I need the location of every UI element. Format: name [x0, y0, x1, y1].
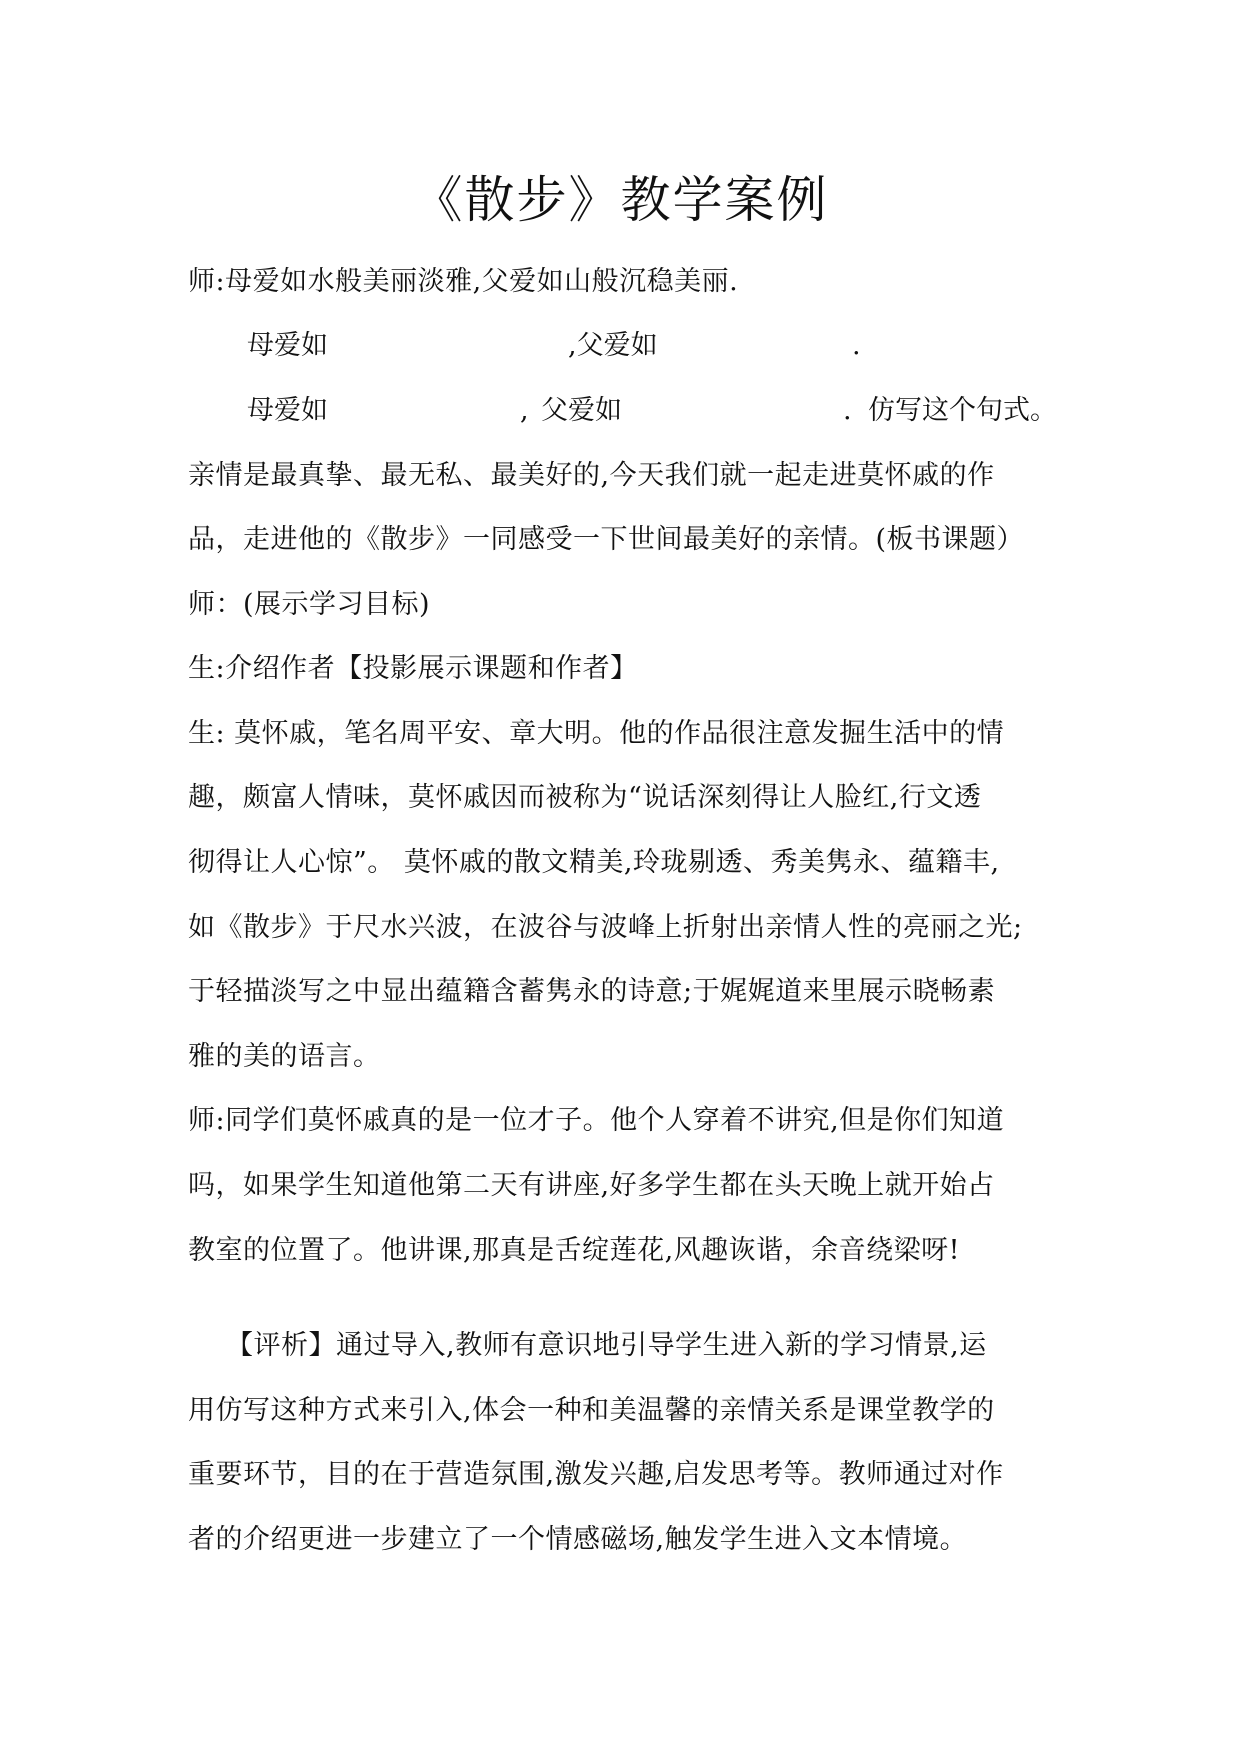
body-line: 于轻描淡写之中显出蕴籍含蓄隽永的诗意;于娓娓道来里展示晓畅素: [188, 976, 996, 1007]
blank-line-1-part2: ,父爱如: [568, 330, 658, 361]
blank-line-2-part3: 父爱如: [541, 395, 622, 426]
blank-line-1-part1: 母爱如: [247, 330, 328, 361]
body-line: 如《散步》于尺水兴波，在波谷与波峰上折射出亲情人性的亮丽之光;: [188, 912, 1023, 943]
blank-line-1-part3: .: [852, 330, 861, 361]
blank-line-2-part1: 母爱如: [247, 395, 328, 426]
body-line: 吗，如果学生知道他第二天有讲座,好多学生都在头天晚上就开始占: [188, 1170, 995, 1201]
blank-line-2-part5: 仿写这个句式。: [868, 395, 1057, 426]
body-line: 雅的美的语言。: [188, 1041, 381, 1072]
analysis-line: 用仿写这种方式来引入,体会一种和美温馨的亲情关系是课堂教学的: [188, 1395, 995, 1426]
analysis-line: 者的介绍更进一步建立了一个情感磁场,触发学生进入文本情境。: [188, 1524, 968, 1555]
body-line: 生:介绍作者【投影展示课题和作者】: [188, 653, 638, 684]
body-line: 教室的位置了。他讲课,那真是舌绽莲花,风趣诙谐，余音绕梁呀!: [188, 1235, 961, 1266]
body-line: 师:同学们莫怀戚真的是一位才子。他个人穿着不讲究,但是你们知道: [188, 1105, 1005, 1136]
blank-line-2-part4: .: [843, 395, 852, 426]
analysis-line: 重要环节，目的在于营造氛围,激发兴趣,启发思考等。教师通过对作: [188, 1459, 1004, 1490]
intro-line: 师:母爱如水般美丽淡雅,父爱如山般沉稳美丽.: [188, 266, 739, 297]
document-title: 《散步》教学案例: [412, 171, 829, 229]
body-line: 品，走进他的《散步》一同感受一下世间最美好的亲情。(板书课题）: [188, 524, 1025, 555]
body-line: 亲情是最真挚、最无私、最美好的,今天我们就一起走进莫怀戚的作: [188, 460, 995, 491]
analysis-line: 【评析】通过导入,教师有意识地引导学生进入新的学习情景,运: [226, 1330, 987, 1361]
blank-line-2-part2: ,: [520, 395, 529, 426]
body-line: 彻得让人心惊”。 莫怀戚的散文精美,玲珑剔透、秀美隽永、蕴籍丰,: [188, 847, 1000, 878]
body-line: 生: 莫怀戚，笔名周平安、章大明。他的作品很注意发掘生活中的情: [188, 718, 1005, 749]
body-line: 师：(展示学习目标): [188, 589, 431, 620]
body-line: 趣，颇富人情味，莫怀戚因而被称为“说话深刻得让人脸红,行文透: [188, 782, 982, 813]
